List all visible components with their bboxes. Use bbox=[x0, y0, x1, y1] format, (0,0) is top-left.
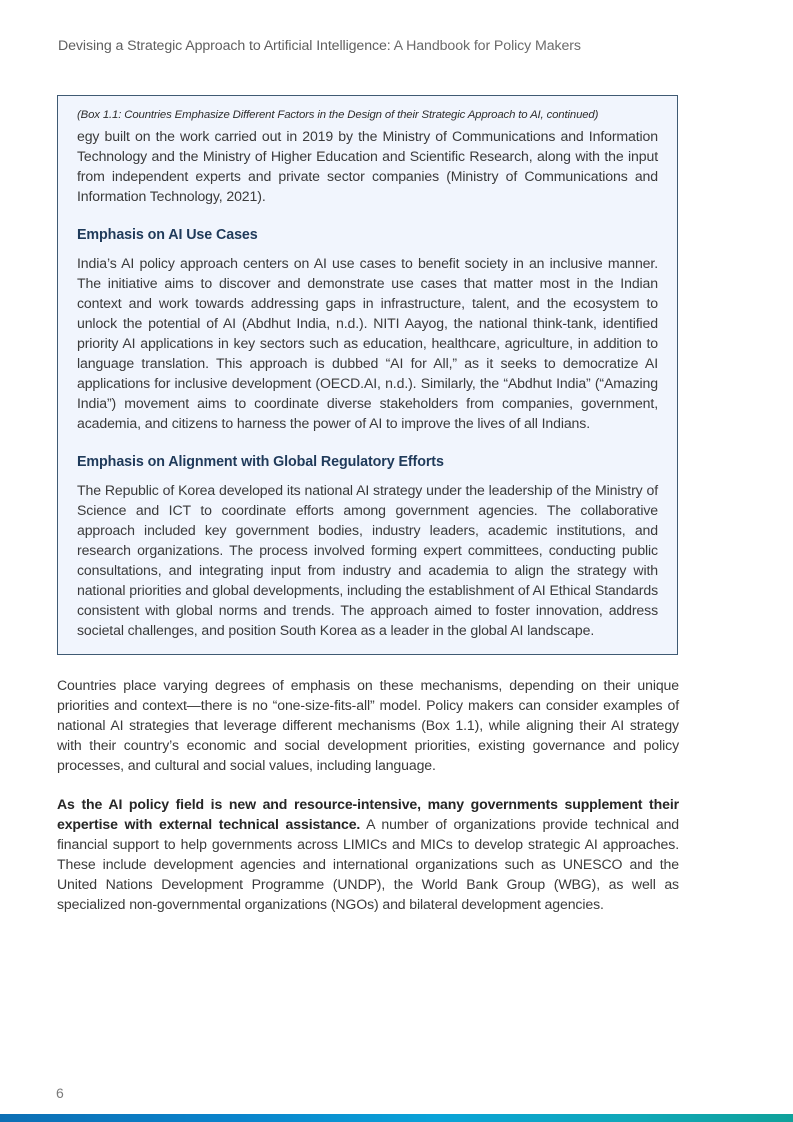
body-paragraph-1-text: Countries place varying degrees of emphasis on these mechanisms, depending on their unique priorities and context—there is no “one-size-fits-all” model. Policy makers can consider examples of national AI strategies that leverage different mechanisms (Box 1.1), while aligning their AI strategy with their country’s economic and social development priorities, existing governance and policy processes, and cultural and social values, including language. bbox=[57, 677, 679, 773]
box-section-text-use-cases: India’s AI policy approach centers on AI use cases to benefit society in an inclusive manner. The initiative aims to discover and demonstrate use cases that matter most in the Indian context and work towards addressing gaps in infrastructure, talent, and the ecosystem to unlock the potential of AI (Abdhut India, n.d.). NITI Aayog, the national think-tank, identified priority AI applications in key sectors such as education, healthcare, agriculture, in addition to language translation. This approach is dubbed “AI for All,” as it seeks to democratize AI applications for inclusive development (OECD.AI, n.d.). Similarly, the “Abdhut India” (“Amazing India”) movement aims to coordinate diverse stakeholders from companies, government, academia, and citizens to harness the power of AI to improve the lives of all Indians. bbox=[77, 255, 658, 431]
footer-gradient-bar bbox=[0, 1114, 793, 1122]
box-intro-paragraph: egy built on the work carried out in 2019 by the Ministry of Communications and Information Technology and the Ministry of Higher Education and Scientific Research, along with the input from independent experts and private sector companies (Ministry of Communications and Information Technology, 2021). bbox=[77, 128, 658, 204]
body-paragraph-2 bbox=[57, 794, 679, 914]
body-paragraph-2-text bbox=[57, 794, 679, 914]
body-paragraph-2-rest: A number of organizations provide technical and financial support to help governments across LIMICs and MICs to develop strategic AI approaches. These include development agencies and international organizations such as UNESCO and the United Nations Development Programme (UNDP), the World Bank Group (WBG), as well as specialized non-governmental organizations (NGOs) and bilateral development agencies. bbox=[57, 816, 679, 912]
box-caption: (Box 1.1: Countries Emphasize Different Factors in the Design of their Strategic Approach to AI, continued) bbox=[77, 109, 599, 121]
box-section-heading-global-regulatory: Emphasis on Alignment with Global Regulatory Efforts bbox=[77, 454, 444, 470]
box-content bbox=[77, 107, 658, 640]
running-header-title: Devising a Strategic Approach to Artificial Intelligence: bbox=[58, 38, 391, 54]
box-section-text-global-regulatory: The Republic of Korea developed its national AI strategy under the leadership of the Ministry of Science and ICT to coordinate efforts among government agencies. The collaborative approach included key government bodies, industry leaders, academic institutions, and research organizations. The process involved forming expert committees, conducting public consultations, and integrating input from industry and academia to align the strategy with national priorities and global developments, including the establishment of AI Ethical Standards consistent with global norms and trends. The approach aimed to foster innovation, address societal challenges, and position South Korea as a leader in the global AI landscape. bbox=[77, 482, 658, 638]
body-paragraph-1 bbox=[57, 675, 679, 775]
running-header-subtitle: A Handbook for Policy Makers bbox=[390, 38, 581, 54]
running-header bbox=[58, 38, 581, 54]
body-paragraph-2-lead: As the AI policy field is new and resource-intensive, many governments supplement their expertise with external technical assistance. bbox=[57, 796, 679, 832]
box-1-1-continued bbox=[57, 95, 678, 655]
page-number: 6 bbox=[56, 1085, 64, 1101]
box-section-heading-use-cases: Emphasis on AI Use Cases bbox=[77, 227, 258, 243]
